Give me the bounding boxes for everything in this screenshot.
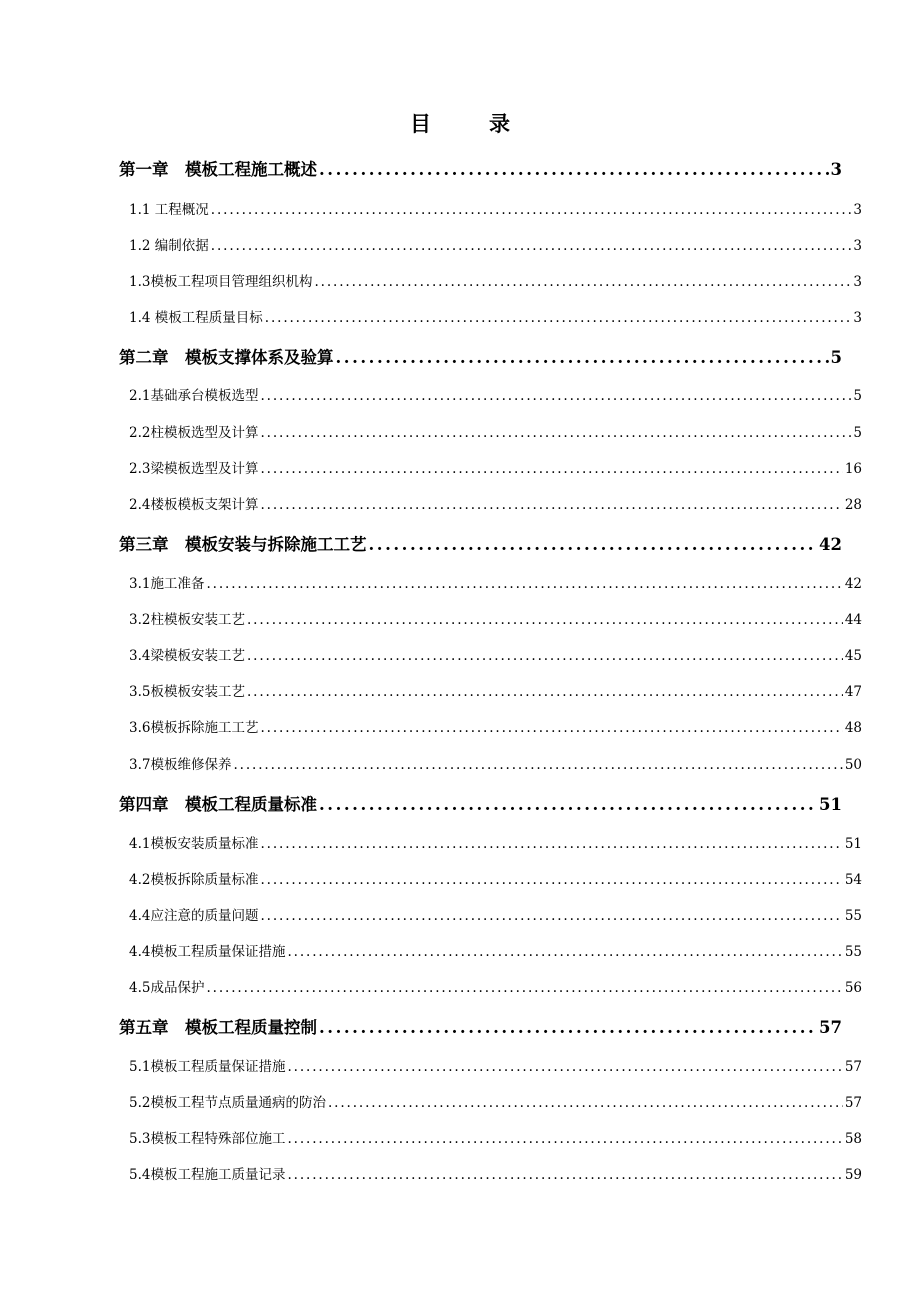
- toc-entry-label: 5.1模板工程质量保证措施: [129, 1059, 286, 1075]
- toc-page-number: 5: [853, 425, 862, 441]
- toc-section-entry[interactable]: [129, 904, 862, 924]
- toc-section-entry[interactable]: [129, 753, 862, 773]
- toc-leader-dots: [260, 720, 842, 736]
- toc-entry-label: 5.4模板工程施工质量记录: [129, 1167, 286, 1183]
- toc-leader-dots: [247, 648, 843, 664]
- toc-leader-dots: [260, 908, 842, 924]
- toc-section-entry[interactable]: [129, 680, 862, 700]
- toc-section-entry[interactable]: [129, 306, 862, 326]
- toc-section-entry[interactable]: [129, 572, 862, 592]
- toc-title-left: 目: [410, 111, 431, 136]
- toc-leader-dots: [260, 388, 851, 404]
- toc-page-number: 16: [844, 461, 862, 477]
- toc-page-number: 5: [830, 348, 842, 367]
- toc-entry-label: 3.7模板维修保养: [129, 757, 232, 773]
- toc-leader-dots: [314, 274, 851, 290]
- toc-leader-dots: [260, 497, 842, 513]
- toc-section-entry[interactable]: [129, 976, 862, 996]
- toc-entry-label: 第三章 模板安装与拆除施工工艺: [119, 535, 367, 554]
- toc-entry-label: 第五章 模板工程质量控制: [119, 1018, 317, 1037]
- toc-entry-label: 3.1施工准备: [129, 576, 205, 592]
- toc-leader-dots: [319, 795, 817, 814]
- toc-entry-label: 2.2柱模板选型及计算: [129, 425, 259, 441]
- toc-entry-label: 5.2模板工程节点质量通病的防治: [129, 1095, 326, 1111]
- toc-entry-label: 3.2柱模板安装工艺: [129, 612, 245, 628]
- toc-page-number: 51: [844, 836, 862, 852]
- toc-section-entry[interactable]: [129, 421, 862, 441]
- toc-section-entry[interactable]: [129, 940, 862, 960]
- toc-page-number: 50: [844, 757, 862, 773]
- toc-leader-dots: [211, 238, 852, 254]
- toc-leader-dots: [211, 202, 852, 218]
- toc-title: [0, 108, 920, 138]
- toc-entry-label: 3.4梁模板安装工艺: [129, 648, 245, 664]
- toc-section-entry[interactable]: [129, 1127, 862, 1147]
- toc-entry-label: 3.5板模板安装工艺: [129, 684, 245, 700]
- toc-section-entry[interactable]: [129, 457, 862, 477]
- toc-section-entry[interactable]: [129, 832, 862, 852]
- toc-entry-label: 1.4 模板工程质量目标: [129, 310, 263, 326]
- toc-entry-label: 4.2模板拆除质量标准: [129, 872, 259, 888]
- toc-page-number: 57: [844, 1059, 862, 1075]
- toc-page-number: 45: [844, 648, 862, 664]
- toc-leader-dots: [260, 425, 851, 441]
- toc-section-entry[interactable]: [129, 384, 862, 404]
- toc-page-number: 44: [844, 612, 862, 628]
- toc-leader-dots: [287, 1059, 842, 1075]
- toc-leader-dots: [319, 160, 829, 179]
- toc-chapter-entry[interactable]: [119, 156, 842, 180]
- toc-entry-label: 2.3梁模板选型及计算: [129, 461, 259, 477]
- toc-page-number: 56: [844, 980, 862, 996]
- toc-leader-dots: [260, 872, 842, 888]
- toc-leader-dots: [260, 836, 842, 852]
- toc-leader-dots: [206, 980, 842, 996]
- toc-section-entry[interactable]: [129, 716, 862, 736]
- toc-entry-label: 第一章 模板工程施工概述: [119, 160, 317, 179]
- toc-page-number: 42: [844, 576, 862, 592]
- toc-page-number: 42: [819, 535, 842, 554]
- toc-section-entry[interactable]: [129, 198, 862, 218]
- toc-page-number: 3: [853, 310, 862, 326]
- toc-leader-dots: [319, 1018, 817, 1037]
- toc-page-number: 58: [844, 1131, 862, 1147]
- toc-leader-dots: [336, 348, 829, 367]
- toc-entry-label: 4.5成品保护: [129, 980, 205, 996]
- toc-entry-label: 3.6模板拆除施工工艺: [129, 720, 259, 736]
- toc-leader-dots: [233, 757, 842, 773]
- toc-page-number: 3: [853, 238, 862, 254]
- toc-page-number: 55: [844, 908, 862, 924]
- toc-leader-dots: [206, 576, 842, 592]
- toc-entry-label: 1.3模板工程项目管理组织机构: [129, 274, 313, 290]
- toc-page-number: 54: [844, 872, 862, 888]
- toc-leader-dots: [328, 1095, 843, 1111]
- toc-page-number: 55: [844, 944, 862, 960]
- toc-page-number: 51: [819, 795, 842, 814]
- toc-page-number: 57: [819, 1018, 842, 1037]
- toc-entry-label: 4.4模板工程质量保证措施: [129, 944, 286, 960]
- toc-leader-dots: [260, 461, 842, 477]
- toc-page-number: 5: [853, 388, 862, 404]
- toc-chapter-entry[interactable]: [119, 791, 842, 815]
- toc-page-number: 48: [844, 720, 862, 736]
- toc-section-entry[interactable]: [129, 1163, 862, 1183]
- toc-entry-label: 2.4楼板模板支架计算: [129, 497, 259, 513]
- toc-section-entry[interactable]: [129, 493, 862, 513]
- toc-section-entry[interactable]: [129, 608, 862, 628]
- toc-entry-label: 4.4应注意的质量问题: [129, 908, 259, 924]
- toc-page-number: 47: [844, 684, 862, 700]
- toc-page-number: 3: [853, 202, 862, 218]
- toc-leader-dots: [287, 944, 842, 960]
- toc-leader-dots: [369, 535, 818, 554]
- toc-section-entry[interactable]: [129, 1055, 862, 1075]
- toc-chapter-entry[interactable]: [119, 344, 842, 368]
- toc-entry-label: 第二章 模板支撑体系及验算: [119, 348, 334, 367]
- toc-leader-dots: [247, 684, 843, 700]
- toc-page-number: 28: [844, 497, 862, 513]
- toc-page-number: 59: [844, 1167, 862, 1183]
- toc-leader-dots: [287, 1131, 842, 1147]
- toc-page-number: 57: [844, 1095, 862, 1111]
- toc-section-entry[interactable]: [129, 868, 862, 888]
- toc-section-entry[interactable]: [129, 234, 862, 254]
- toc-section-entry[interactable]: [129, 644, 862, 664]
- toc-leader-dots: [265, 310, 852, 326]
- toc-leader-dots: [287, 1167, 842, 1183]
- toc-section-entry[interactable]: [129, 270, 862, 290]
- toc-chapter-entry[interactable]: [119, 531, 842, 555]
- toc-entry-label: 1.1 工程概况: [129, 202, 209, 218]
- toc-entry-label: 1.2 编制依据: [129, 238, 209, 254]
- toc-chapter-entry[interactable]: [119, 1014, 842, 1038]
- toc-entry-label: 4.1模板安装质量标准: [129, 836, 259, 852]
- toc-page-number: 3: [830, 160, 842, 179]
- toc-entry-label: 2.1基础承台模板选型: [129, 388, 259, 404]
- toc-page-number: 3: [853, 274, 862, 290]
- toc-title-right: 录: [489, 111, 510, 136]
- toc-entry-label: 第四章 模板工程质量标准: [119, 795, 317, 814]
- toc-section-entry[interactable]: [129, 1091, 862, 1111]
- toc-leader-dots: [247, 612, 843, 628]
- toc-entry-label: 5.3模板工程特殊部位施工: [129, 1131, 286, 1147]
